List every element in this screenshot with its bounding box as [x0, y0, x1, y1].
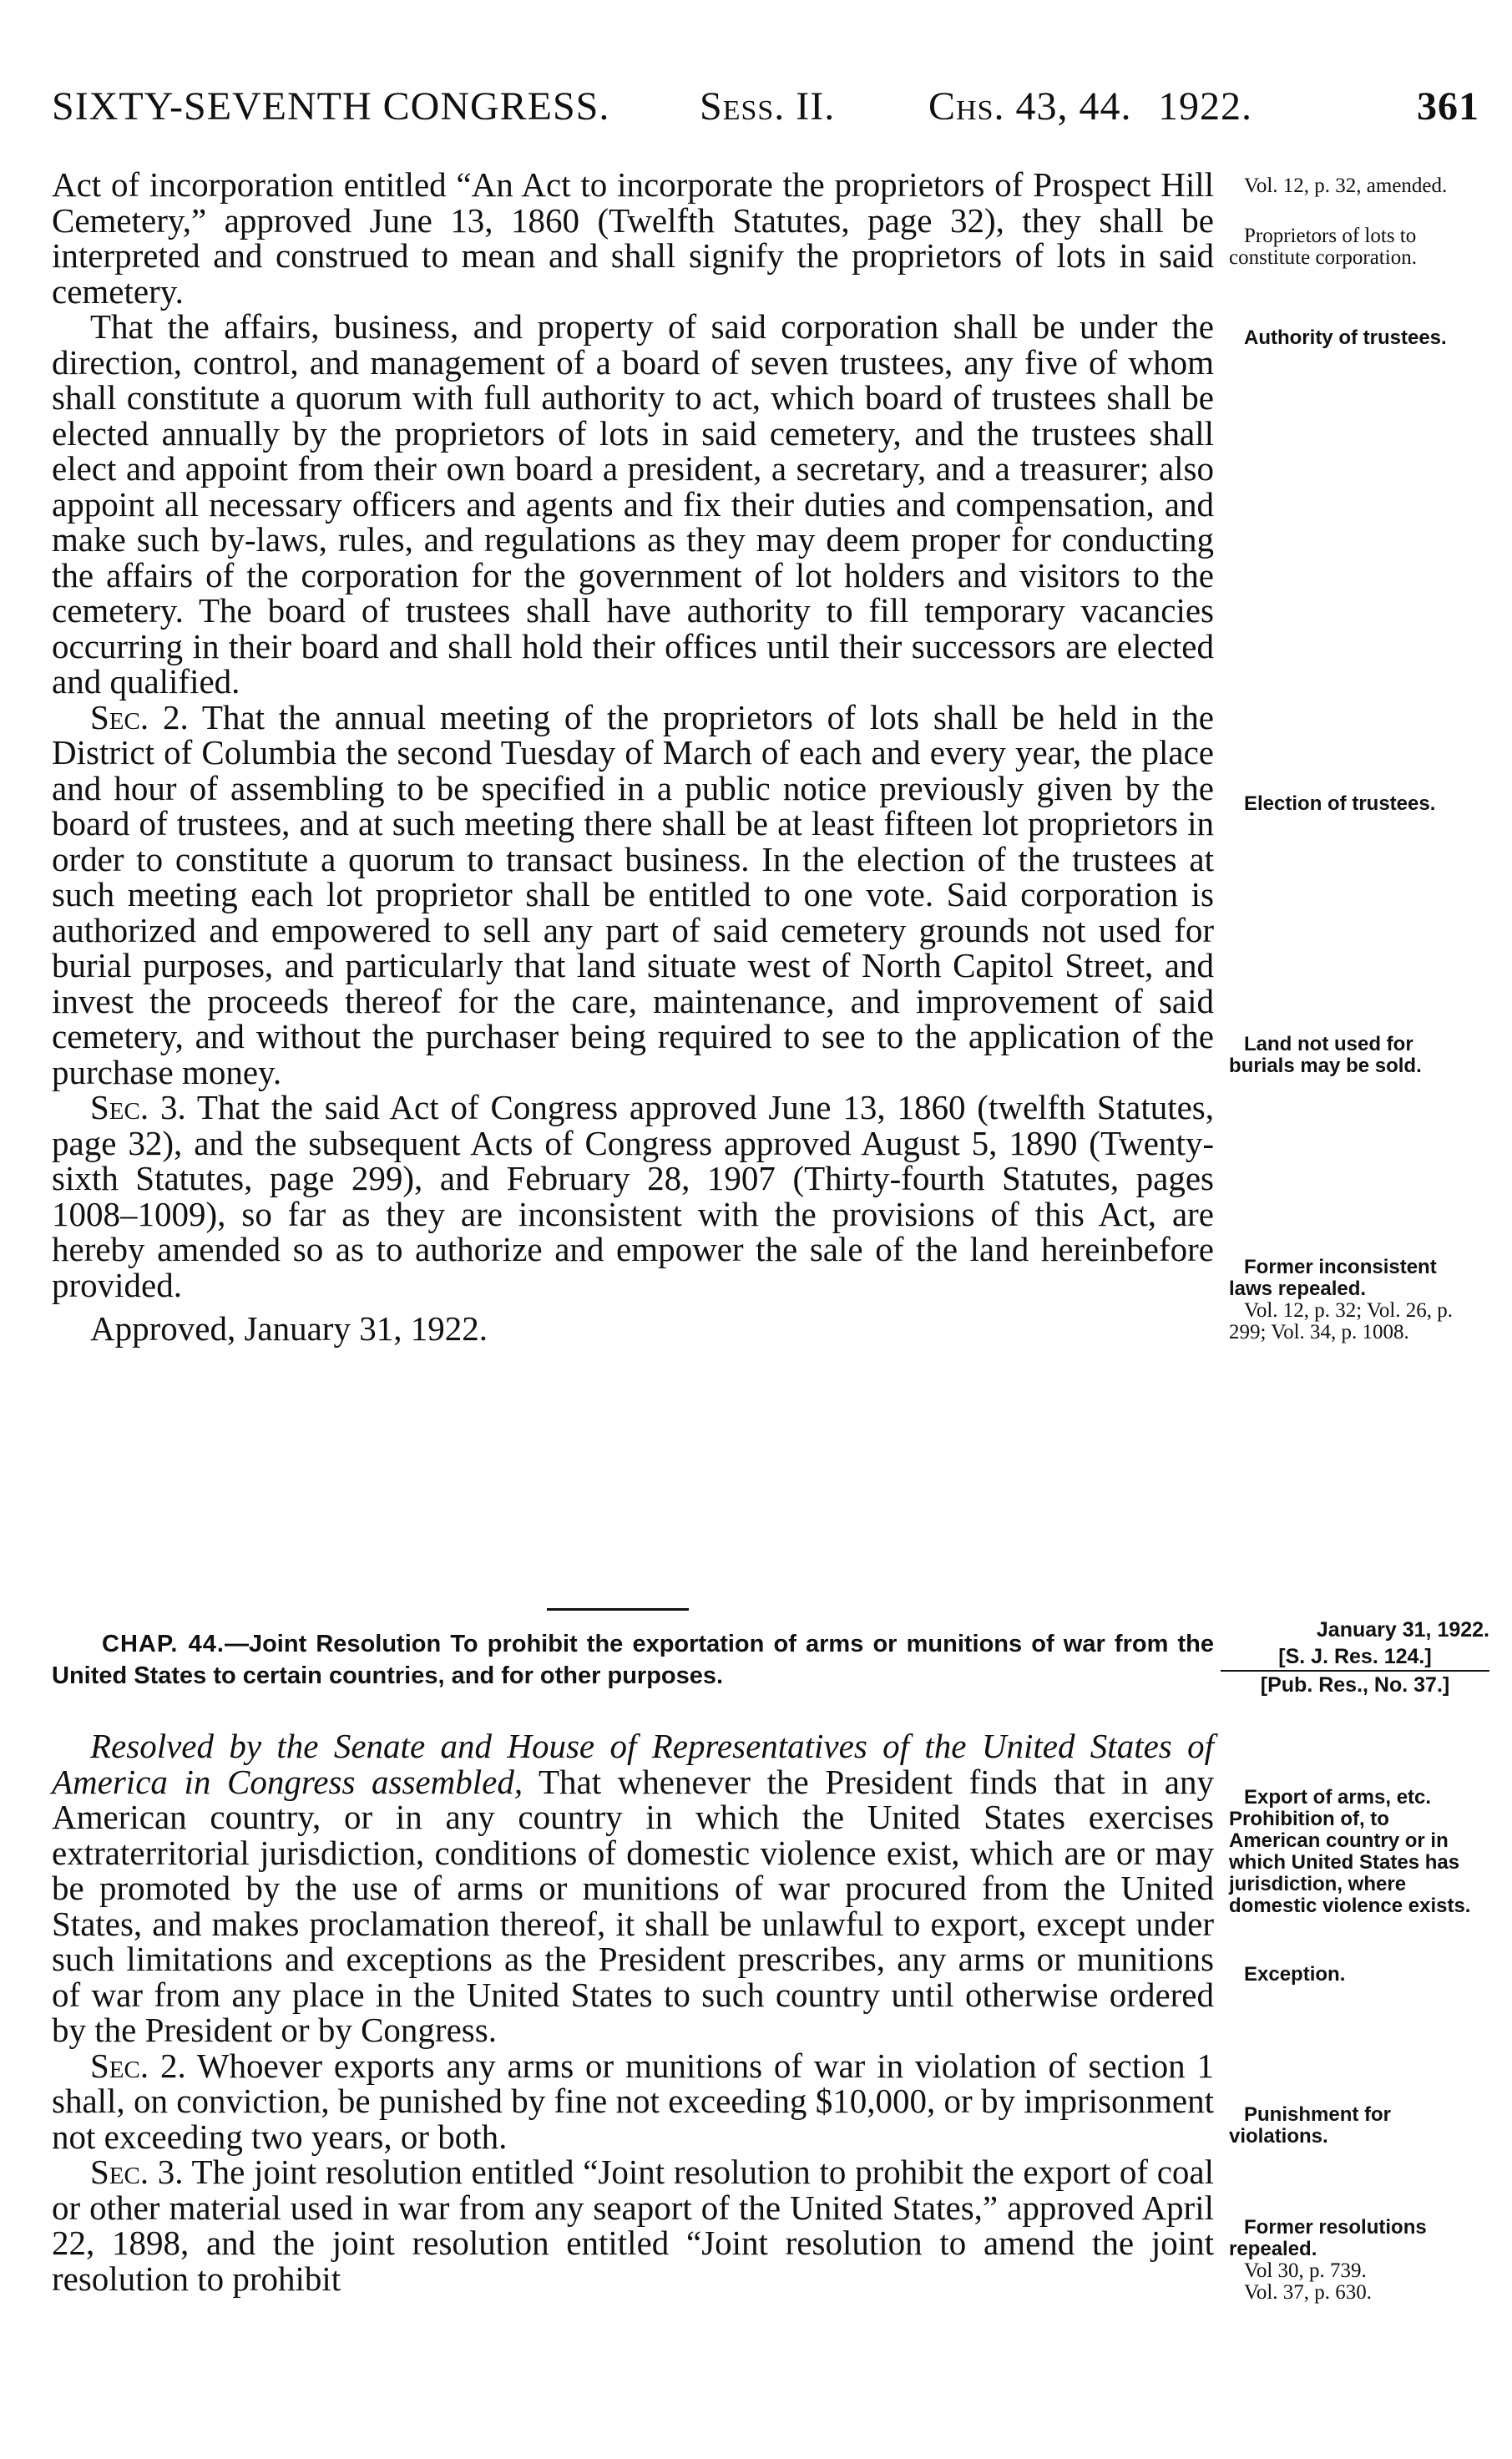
year-heading: 1922.	[1158, 84, 1252, 129]
chapter-44-citation	[1221, 1617, 1489, 1698]
enactment-date: January 31, 1922.	[1316, 1618, 1489, 1642]
resolution-number: [S. J. Res. 124.]	[1221, 1643, 1489, 1672]
chapter-divider	[547, 1608, 689, 1611]
ch44-section-2	[52, 2048, 1214, 2155]
chapter-title-text: —Joint Resolution To prohibit the exportation of arms or munitions of war from the United States to certain countries, and for other purposes.	[52, 1631, 1214, 1689]
ch43-section-2	[52, 697, 1215, 1091]
approved-line: Approved, January 31, 1922.	[90, 1309, 488, 1348]
margin-note-former-resolutions: Former resolutions repealed. Vol 30, p. 739. Vol. 37, p. 630.	[1229, 2216, 1427, 2304]
ch44-section-3	[52, 2154, 1214, 2296]
ch43-paragraph-1: Act of incorporation entitled “An Act to incorporate the proprietors of Prospect Hill Cemetery,” approved June 13, 1860 (Twelfth Statutes, page 32), they shall be interpreted and construed to mean and shall signify the proprietors of lots in said cemetery.	[52, 165, 1214, 311]
chapter-43-body	[52, 167, 1214, 1347]
margin-note-election: Election of trustees.	[1244, 792, 1436, 815]
margin-note-punishment: Punishment for violations.	[1229, 2103, 1392, 2148]
enacting-clause: Resolved by the Senate and House of Representatives of the United States of America in Congress assembled,	[52, 1727, 1214, 1801]
section-text: Whoever exports any arms or munitions of war in violation of section 1 shall, on conviction, be punished by fine not exceeding $10,000, or by imprisonment not exceeding two years, or both.	[52, 2046, 1214, 2156]
margin-note-former-laws: Former inconsistent laws repealed. Vol. 12, p. 32; Vol. 26, p. 299; Vol. 34, p. 1008.	[1229, 1256, 1454, 1343]
congress-heading: SIXTY-SEVENTH CONGRESS.	[52, 84, 610, 129]
margin-note-land: Land not used for burials may be sold.	[1229, 1033, 1422, 1077]
chapter-label: CHAP. 44.	[102, 1631, 225, 1657]
section-label: Sec. 3.	[90, 2153, 184, 2191]
section-text: The joint resolution entitled “Joint resolution to prohibit the export of coal or other material used in war from any seaport of the United States,” approved April 22, 1898, and the joint resolution entitled “Joint resolution to amend the joint resolution to prohibit	[52, 2153, 1214, 2298]
chapters-heading: Chs. 43, 44.	[928, 84, 1132, 129]
section-text: That the annual meeting of the proprietors of lots shall be held in the District of Columbia the second Tuesday of March of each and every year, the place and hour of assembling to be specified in a public notice previously given by the board of trustees, and at such meeting there shall be at least fifteen lot proprietors in order to constitute a quorum to transact business. In the election of the trustees at such meeting each lot proprietor shall be entitled to one vote. Said corporation is authorized and empowered to sell any part of said cemetery grounds not used for burial purposes, and particularly that land situate west of North Capitol Street, and invest the proceeds thereof for the care, maintenance, and improvement of said cemetery, and without the purchaser being required to see to the application of the purchase money.	[52, 697, 1215, 1091]
section-label: Sec. 2.	[90, 697, 189, 736]
margin-note-authority: Authority of trustees.	[1244, 326, 1447, 349]
chapter-44-title	[52, 1628, 1214, 1692]
ch44-section-1	[52, 1728, 1214, 2048]
margin-note-exception: Exception.	[1244, 1963, 1346, 1986]
public-resolution-number: [Pub. Res., No. 37.]	[1260, 1673, 1450, 1697]
chapter-44-body	[52, 1728, 1214, 2296]
page-number: 361	[1417, 84, 1479, 129]
section-label: Sec. 2.	[90, 2046, 186, 2085]
margin-note-export: Export of arms, etc. Prohibition of, to American country or in which United States has jurisdiction, where domestic violence exists.	[1229, 1786, 1471, 1917]
margin-note-vol12: Vol. 12, p. 32, amended.	[1244, 175, 1448, 197]
session-heading: Sess. II.	[700, 84, 836, 129]
running-header	[52, 83, 1479, 142]
ch43-section-3	[52, 1090, 1214, 1303]
section-text: That whenever the President finds that in any American country, or in any country in which the United States exercises extraterritorial jurisdiction, conditions of domestic violence exist, which are or may be promoted by the use of arms or munitions of war procured from the United States, and makes proclamation thereof, it shall be unlawful to export, except under such limitations and exceptions as the President prescribes, any arms or munitions of war from any place in the United States to such country until otherwise ordered by the President or by Congress.	[52, 1762, 1214, 2049]
ch43-paragraph-2: That the affairs, business, and property of said corporation shall be under the direction, control, and management of a board of seven trustees, any five of whom shall constitute a quorum with full authority to act, which board of trustees shall be elected annually by the proprietors of lots in said cemetery, and the trustees shall elect and appoint from their own board a president, a secretary, and a treasurer; also appoint all necessary officers and agents and fix their duties and compensation, and make such by-laws, rules, and regulations as they may deem proper for conducting the affairs of the corporation for the government of lot holders and visitors to the cemetery. The board of trustees shall have authority to fill temporary vacancies occurring in their board and shall hold their offices until their successors are elected and qualified.	[52, 307, 1214, 701]
margin-note-proprietors: Proprietors of lots to constitute corporation.	[1229, 225, 1417, 269]
section-text: That the said Act of Congress approved June 13, 1860 (twelfth Statutes, page 32), and the subsequent Acts of Congress approved August 5, 1890 (Twenty-sixth Statutes, page 299), and February 28, 1907 (Thirty-fourth Statutes, pages 1008–1009), so far as they are inconsistent with the provisions of this Act, are hereby amended so as to authorize and empower the sale of the land hereinbefore provided.	[52, 1088, 1215, 1304]
section-label: Sec. 3.	[90, 1088, 186, 1126]
